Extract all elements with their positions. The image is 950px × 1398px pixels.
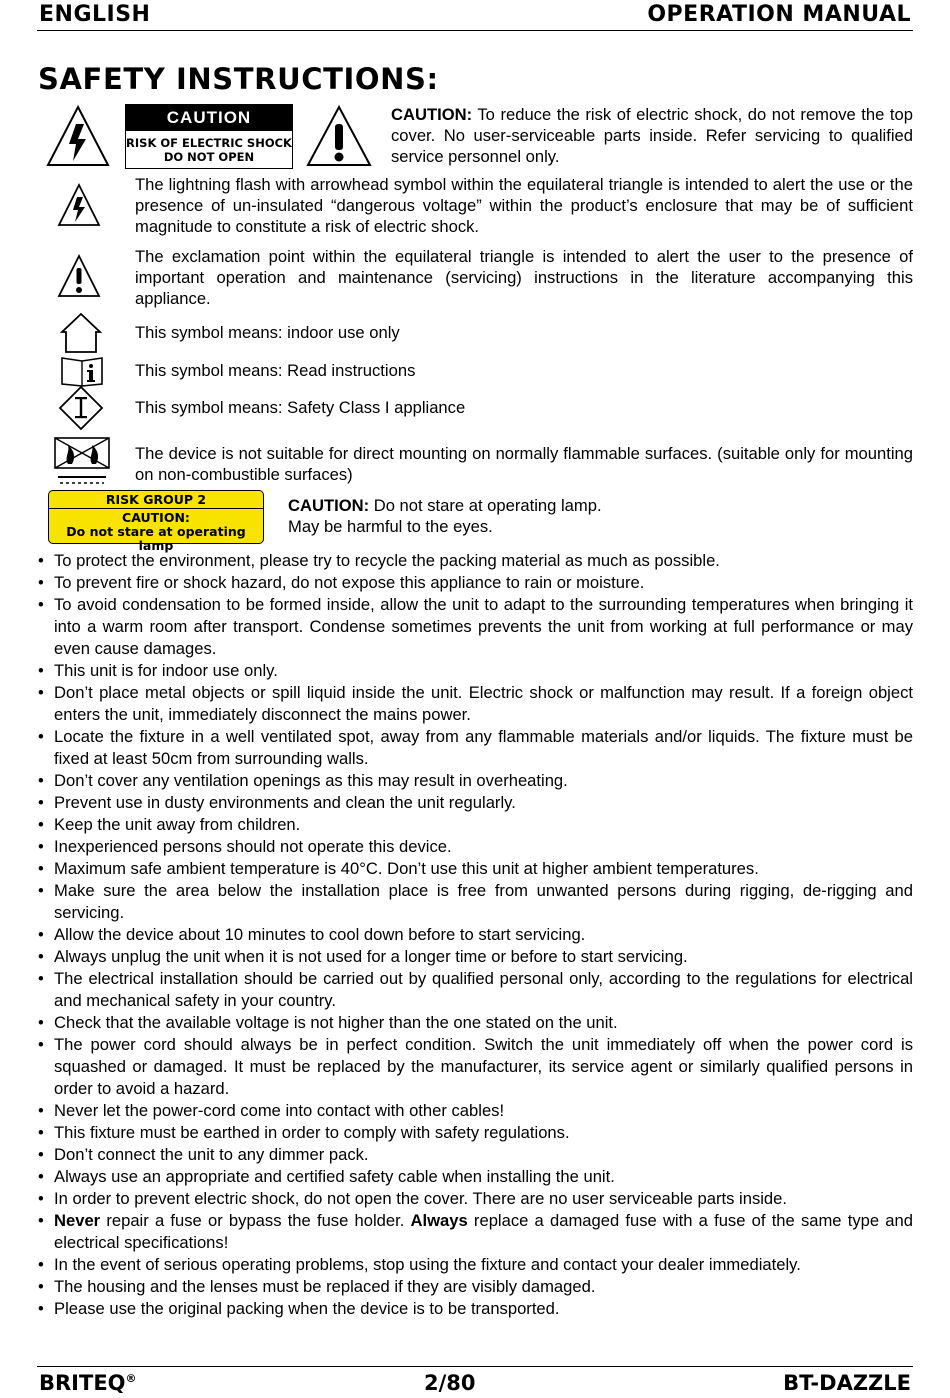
lamp-caution-text: CAUTION: Do not stare at operating lamp. May be harmful to the eyes. bbox=[288, 496, 602, 536]
list-item: • Keep the unit away from children. bbox=[38, 814, 913, 836]
risk-group-label bbox=[48, 490, 264, 553]
list-item: • Don’t cover any ventilation openings as this may result in overheating. bbox=[38, 770, 913, 792]
lightning-triangle-icon bbox=[57, 183, 101, 227]
list-item: • Never let the power-cord come into contact with other cables! bbox=[38, 1100, 913, 1122]
list-item: • To avoid condensation to be formed inside, allow the unit to adapt to the surrounding temperatures when bringing it into a warm room after transport. Condense sometimes prevents the unit from working at full performance or may even cause damages. bbox=[38, 594, 913, 660]
flammable-symbol-text: The device is not suitable for direct mounting on normally flammable surfaces. (suitable only for mounting on non-combustible surfaces) bbox=[135, 444, 913, 484]
exclamation-triangle-icon bbox=[306, 104, 372, 168]
list-item: • Always unplug the unit when it is not used for a longer time or before to start servicing. bbox=[38, 946, 913, 968]
page-footer bbox=[37, 1366, 913, 1398]
list-item: • Always use an appropriate and certified safety cable when installing the unit. bbox=[38, 1166, 913, 1188]
exclamation-symbol-text: The exclamation point within the equilateral triangle is intended to alert the user to the presence of important operation and maintenance (servicing) instructions in the literature accompanying this appliance. bbox=[135, 247, 913, 308]
list-item: • The power cord should always be in perfect condition. Switch the unit immediately off when the power cord is squashed or damaged. It must be replaced by the manufacturer, its service agent or similarly qualified persons in order to avoid a hazard. bbox=[38, 1034, 913, 1100]
safety-class-symbol-text: This symbol means: Safety Class I appliance bbox=[135, 398, 466, 417]
header-language: ENGLISH bbox=[39, 2, 151, 27]
list-item: • Don’t place metal objects or spill liquid inside the unit. Electric shock or malfunction may result. If a foreign object enters the unit, immediately disconnect the mains power. bbox=[38, 682, 913, 726]
caution-label-title: CAUTION bbox=[126, 105, 292, 131]
risk-group-title: RISK GROUP 2 bbox=[49, 491, 263, 509]
caution-shock-label bbox=[125, 104, 293, 169]
safety-bullet-list bbox=[38, 550, 913, 1320]
footer-model: BT-DAZZLE bbox=[783, 1371, 911, 1395]
list-item: • To prevent fire or shock hazard, do not expose this appliance to rain or moisture. bbox=[38, 572, 913, 594]
lightning-triangle-icon bbox=[46, 104, 110, 168]
book-info-icon bbox=[60, 355, 104, 387]
caution-cover-text: CAUTION: To reduce the risk of electric shock, do not remove the top cover. No user-serviceable parts inside. Refer servicing to qualified service personnel only. bbox=[391, 105, 913, 166]
list-item: • Please use the original packing when the device is to be transported. bbox=[38, 1298, 913, 1320]
list-item: • The electrical installation should be carried out by qualified personal only, according to the regulations for electrical and mechanical safety in your country. bbox=[38, 968, 913, 1012]
list-item: • Allow the device about 10 minutes to cool down before to start servicing. bbox=[38, 924, 913, 946]
flammable-surface-icon bbox=[54, 437, 110, 487]
read-instructions-symbol-text: This symbol means: Read instructions bbox=[135, 361, 416, 380]
risk-group-line: Do not stare at operating lamp bbox=[66, 524, 246, 553]
lightning-symbol-text: The lightning flash with arrowhead symbol within the equilateral triangle is intended to alert the use or the presence of un-insulated “dangerous voltage” within the product’s enclosure that may be of sufficient magnitude to constitute a risk of electric shock. bbox=[135, 175, 913, 236]
list-item: • Locate the fixture in a well ventilated spot, away from any flammable materials and/or liquids. The fixture must be fixed at least 50cm from surrounding walls. bbox=[38, 726, 913, 770]
exclamation-triangle-icon bbox=[57, 254, 101, 298]
footer-brand: BRITEQ® bbox=[39, 1371, 137, 1395]
footer-page-number: 2/80 bbox=[424, 1371, 476, 1395]
page-header bbox=[37, 0, 913, 31]
list-item: • Check that the available voltage is not higher than the one stated on the unit. bbox=[38, 1012, 913, 1034]
risk-group-caution: CAUTION: bbox=[122, 510, 190, 525]
list-item: • The housing and the lenses must be replaced if they are visibly damaged. bbox=[38, 1276, 913, 1298]
list-item: • In the event of serious operating problems, stop using the fixture and contact your dealer immediately. bbox=[38, 1254, 913, 1276]
indoor-symbol-text: This symbol means: indoor use only bbox=[135, 323, 400, 342]
list-item: • In order to prevent electric shock, do not open the cover. There are no user serviceable parts inside. bbox=[38, 1188, 913, 1210]
list-item-fuse: • Never repair a fuse or bypass the fuse holder. Always replace a damaged fuse with a fuse of the same type and electrical specifications! bbox=[38, 1210, 913, 1254]
header-doc-type: OPERATION MANUAL bbox=[647, 2, 911, 27]
caution-label-line2: DO NOT OPEN bbox=[163, 150, 255, 164]
list-item: • Maximum safe ambient temperature is 40°C. Don’t use this unit at higher ambient temperatures. bbox=[38, 858, 913, 880]
list-item: • Prevent use in dusty environments and clean the unit regularly. bbox=[38, 792, 913, 814]
caution-label-line1: RISK OF ELECTRIC SHOCK bbox=[126, 136, 292, 150]
list-item: • To protect the environment, please try to recycle the packing material as much as possible. bbox=[38, 550, 913, 572]
list-item: • This fixture must be earthed in order to comply with safety regulations. bbox=[38, 1122, 913, 1144]
list-item: • Don’t connect the unit to any dimmer pack. bbox=[38, 1144, 913, 1166]
house-icon bbox=[60, 312, 102, 354]
list-item: • Inexperienced persons should not operate this device. bbox=[38, 836, 913, 858]
list-item: • This unit is for indoor use only. bbox=[38, 660, 913, 682]
page-title: SAFETY INSTRUCTIONS: bbox=[38, 62, 439, 96]
list-item: • Make sure the area below the installation place is free from unwanted persons during rigging, de-rigging and servicing. bbox=[38, 880, 913, 924]
safety-class-icon bbox=[58, 385, 104, 431]
